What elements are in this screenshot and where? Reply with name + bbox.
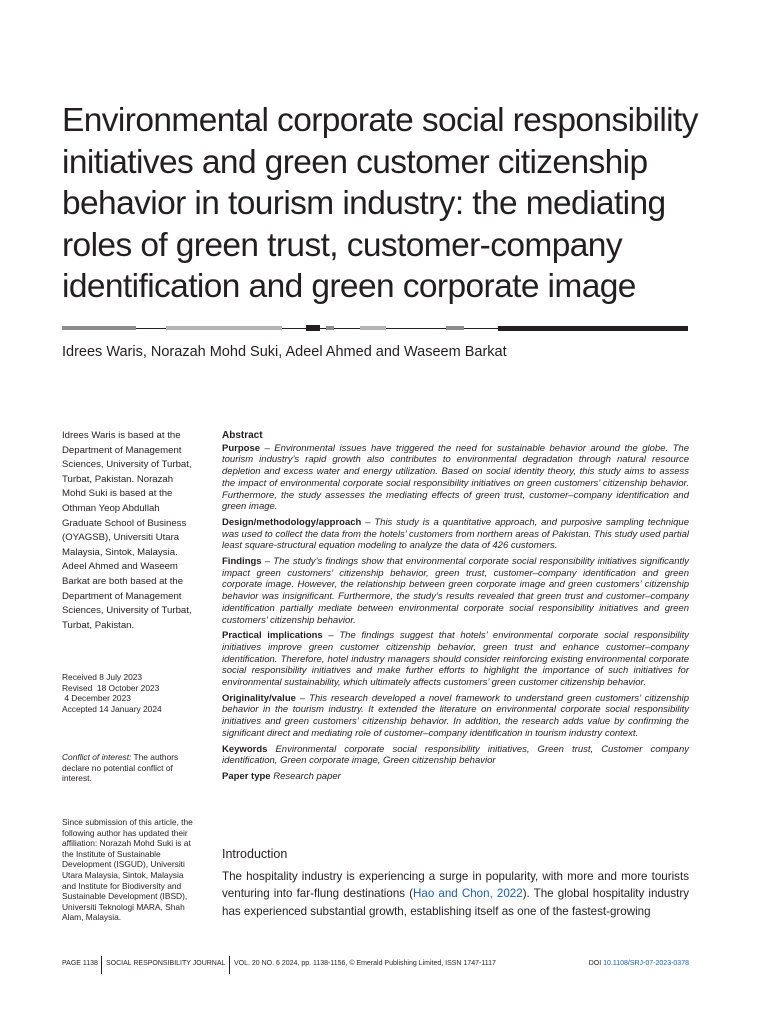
page-number: PAGE 1138 xyxy=(62,960,98,967)
author-names: Idrees Waris, Norazah Mohd Suki, Adeel Ahmed xyxy=(62,344,372,360)
design-label: Design/methodology/approach xyxy=(222,516,362,528)
accepted-date: Accepted 14 January 2024 xyxy=(62,703,162,714)
purpose-label: Purpose xyxy=(222,442,261,454)
author-list xyxy=(62,344,507,360)
journal-name: SOCIAL RESPONSIBILITY JOURNAL xyxy=(106,960,226,967)
affiliation-text: Idrees Waris is based at the Department of Management Sciences, University of Turbat, Turbat, Pakistan. Norazah Mohd Suki is based at the Othman Yeop Abdullah Graduate School of Business (OYAGSB), Universiti Utara Malaysia, Sintok, Malaysia. Adeel Ahmed and Waseem Barkat are both based at the Department of Management Sciences, University of Turbat, Turbat, Pakistan. xyxy=(62,430,192,631)
abstract xyxy=(222,430,689,787)
affiliation-update-note: Since submission of this article, the following author has updated their affiliation: Norazah Mohd Suki is at the Institute of Sustainable Development (ISGUD), Universiti Utara Malaysia, Sintok, Malaysia and Institute for Biodiversity and Sustainable Development (IBSD), Universiti Teknologi MARA, Shah Alam, Malaysia. xyxy=(62,817,193,923)
abstract-paper-type xyxy=(222,771,689,783)
doi xyxy=(589,960,689,967)
revised-date-2: 4 December 2023 xyxy=(62,693,131,704)
intro-text-before: The hospitality industry is experiencing a surge in popularity, with more and more tourists venturing into far-flung destinations ( xyxy=(222,870,689,901)
findings-label: Findings xyxy=(222,556,262,568)
purpose-text: – Environmental issues have triggered the need for sustainable behavior around the globe. The tourism industry’s rapid growth also contributes to environmental degradation through natural resource depletion and excess water and energy utilization. Based on social identity theory, this study aims to assess the impact of environmental corporate social responsibility initiatives on green customers’ citizenship behavior. Furthermore, the study assesses the mediating effects of green trust, customer–company identification and green image. xyxy=(222,442,689,513)
page-footer xyxy=(62,956,689,976)
originality-text: – This research developed a novel framework to understand green customers’ citizenship behavior in the tourism industry. It extended the literature on environmental corporate social responsibility initiatives and green customers’ citizenship behavior. In addition, the research adds value by confirming the significant direct and mediating role of customer–company identification in tourism industry context. xyxy=(222,692,689,739)
abstract-originality xyxy=(222,693,689,740)
article-dates xyxy=(62,672,192,714)
abstract-heading: Abstract xyxy=(222,430,263,441)
design-text: – This study is a quantitative approach, and purposive sampling technique was used to collect the data from the hotels’ customers from northern areas of Pakistan. This study used partial least square-structural equation modeling to analyze the data of 426 customers. xyxy=(222,516,689,552)
introduction-paragraph xyxy=(222,868,689,920)
abstract-design xyxy=(222,517,689,552)
citation-link[interactable]: Hao and Chon, 2022 xyxy=(413,887,523,901)
title-divider xyxy=(62,325,688,331)
abstract-purpose xyxy=(222,443,689,513)
conflict-of-interest xyxy=(62,752,192,784)
abstract-findings xyxy=(222,556,689,626)
revised-date: Revised 18 October 2023 xyxy=(62,682,160,693)
conflict-text: The authors declare no potential conflict of interest. xyxy=(62,752,179,784)
papertype-label: Paper type xyxy=(222,770,271,782)
author-conjunction: and xyxy=(375,344,400,360)
intro-text-after: ). The global hospitality industry has experienced substantial growth, establishing itself as one of the fastest-growing xyxy=(222,887,690,918)
section-heading-introduction: Introduction xyxy=(222,847,288,861)
abstract-practical xyxy=(222,630,689,689)
footer-divider xyxy=(101,956,102,974)
keywords-label: Keywords xyxy=(222,743,268,755)
originality-label: Originality/value xyxy=(222,692,296,704)
practical-label: Practical implications xyxy=(222,630,323,642)
doi-label: DOI xyxy=(588,960,602,967)
findings-text: – The study’s findings show that environmental corporate social responsibility initiatives significantly impact green customers’ citizenship behavior, green trust, customer–company identification and green corporate image. However, the relationship between green corporate image and green customers’ citizenship behavior was insignificant. Furthermore, the study’s results revealed that green trust and customer–company identification partially mediate between environmental corporate social responsibility initiatives and green customers’ citizenship behavior. xyxy=(222,556,689,626)
doi-link[interactable]: 10.1108/SRJ-07-2023-0378 xyxy=(603,960,689,967)
papertype-text: Research paper xyxy=(270,770,341,782)
affiliation-sidebar xyxy=(62,429,192,633)
abstract-keywords xyxy=(222,744,689,767)
article-title: Environmental corporate social responsibility initiatives and green customer citizenship behavior in tourism industry: the mediating roles of green trust, customer-company identification and green corporate image xyxy=(62,102,698,305)
practical-text: – The findings suggest that hotels’ environmental corporate social responsibility initiatives improve green customer citizenship behavior, green trust and enhance customer–company identification. Therefore, hotel industry managers should consider reinforcing existing environmental corporate social responsibility initiatives and make further efforts to highlight the importance of such initiatives for environmental sustainability, which ultimately affects customers’ green customer citizenship behavior. xyxy=(222,630,689,689)
footer-divider xyxy=(229,956,230,974)
author-last: Waseem Barkat xyxy=(404,344,507,360)
received-date: Received 8 July 2023 xyxy=(62,672,143,682)
volume-info: VOL. 20 NO. 6 2024, pp. 1138-1156, © Emerald Publishing Limited, ISSN 1747-1117 xyxy=(234,960,496,967)
conflict-label: Conflict of interest: xyxy=(62,752,132,762)
keywords-text: Environmental corporate social responsibility initiatives, Green trust, Customer company identification, Green corporate image, Green citizenship behavior xyxy=(222,743,689,767)
